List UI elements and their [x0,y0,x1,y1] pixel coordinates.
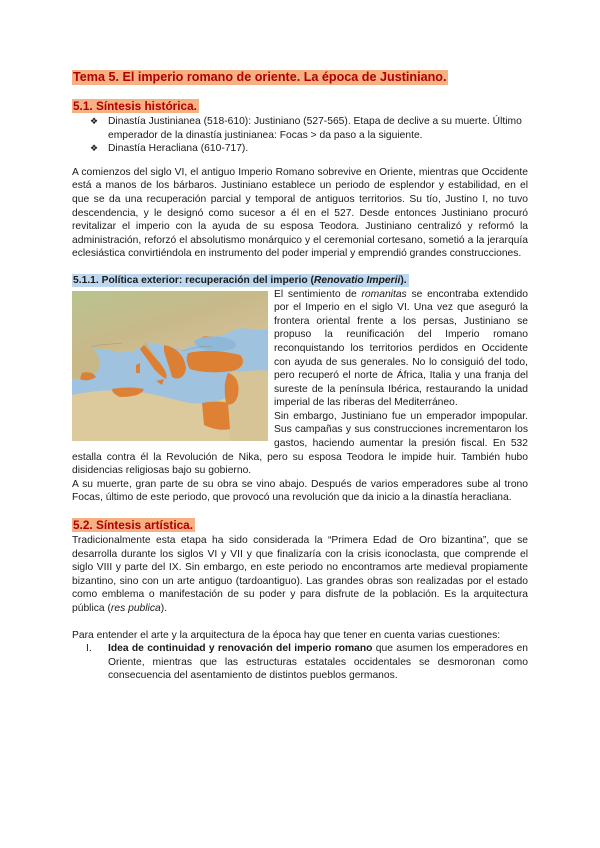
section-5-1-heading: 5.1. Síntesis histórica. [73,99,197,113]
document-content [72,70,528,683]
empire-map-image [72,291,268,441]
dynasty-bullet-list [72,115,528,156]
diamond-bullet-icon: ❖ [90,143,99,154]
renovatio-paragraph-3: A su muerte, gran parte de su obra se vino abajo. Después de varios emperadores sube al trono Focas, último de este periodo, que provocó una revolución que da inicio a la dinastía heracliana. [72,478,528,504]
issues-numbered-list [72,642,528,683]
artistic-paragraph-1: Tradicionalmente esta etapa ha sido considerada la “Primera Edad de Oro bizantina”, que se desarrolla durante los siglos VI y VII y que finalizaría con la crisis iconoclasta, que comprende el siglo VIII y parte del IX. Sin embargo, en este periodo no encontramos arte medieval propiamente bizantino, sino con un arte antiguo (tardoantiguo). Las grandes obras son realizadas por el estado como emblema o manifestación de su poder y para disfrute de la población. Es la arquitectura pública (res publica). [72,535,528,614]
list-item: ❖ Dinastía Justinianea (518-610): Justiniano (527-565). Etapa de declive a su muerte. Último emperador de la dinastía justinianea: Focas > da paso a la siguiente. [90,116,522,141]
historical-paragraph: A comienzos del siglo VI, el antiguo Imperio Romano sobrevive en Oriente, mientras que Occidente está a manos de los bárbaros. Justiniano establece un periodo de esplendor y estabilidad, en el que se da una recuperación parcial y temporal de antiguos territorios. Su tío, Justino I, no tuvo descendencia, y le designó como sucesor a él en el 527. Desde entonces Justiniano procuró revitalizar el imperio con la ayuda de su esposa Teodora. Justiniano centralizó y reformó la administración, reforzó el absolutismo monárquico y el ceremonial cortesano, sometió a la jerarquía eclesiástica convirtiéndola en instrumento del poder imperial y emprendió grandes construcciones. [72,166,528,260]
section-5-1-1-heading: 5.1.1. Política exterior: recuperación del imperio (Renovatio Imperii). [73,274,407,286]
diamond-bullet-icon: ❖ [90,116,99,126]
list-item: ❖ Dinastía Heracliana (610-717). [90,143,249,155]
artistic-paragraph-2: Para entender el arte y la arquitectura de la época hay que tener en cuenta varias cuestiones: [72,629,501,641]
renovatio-paragraph-1: El sentimiento de romanitas se encontraba extendido por el Imperio en el siglo VI. Una vez que aseguró la frontera oriental frente a los persas, Justiniano se propuso la reunificación del Imperio romano reconquistando los territorios perdidos en Occidente con ayuda de sus generales. No lo consiguió del todo, pero recuperó el norte de África, Italia y una franja del sureste de la península Ibérica, restaurando la unidad imperial de las riberas del Mediterráneo. [274,288,528,409]
document-title: Tema 5. El imperio romano de oriente. La época de Justiniano. [73,70,447,84]
renovatio-paragraph-2: Sin embargo, Justiniano fue un emperador impopular. Sus campañas y sus construcciones incrementaron los gastos, haciendo aumentar la presión fiscal. En 532 estalla contra él la Revolución de Nika, pero su esposa Teodora le impide huir. También hubo disidencias religiosas bajo su gobierno. [72,410,528,477]
list-item: I. Idea de continuidad y renovación del imperio romano que asumen los emperadores en Oriente, mientras que las estructuras estatales occidentales se desmoronan como consecuencia del asentamiento de distintos pueblos germanos. [86,643,529,682]
section-5-2-heading: 5.2. Síntesis artística. [73,518,193,533]
